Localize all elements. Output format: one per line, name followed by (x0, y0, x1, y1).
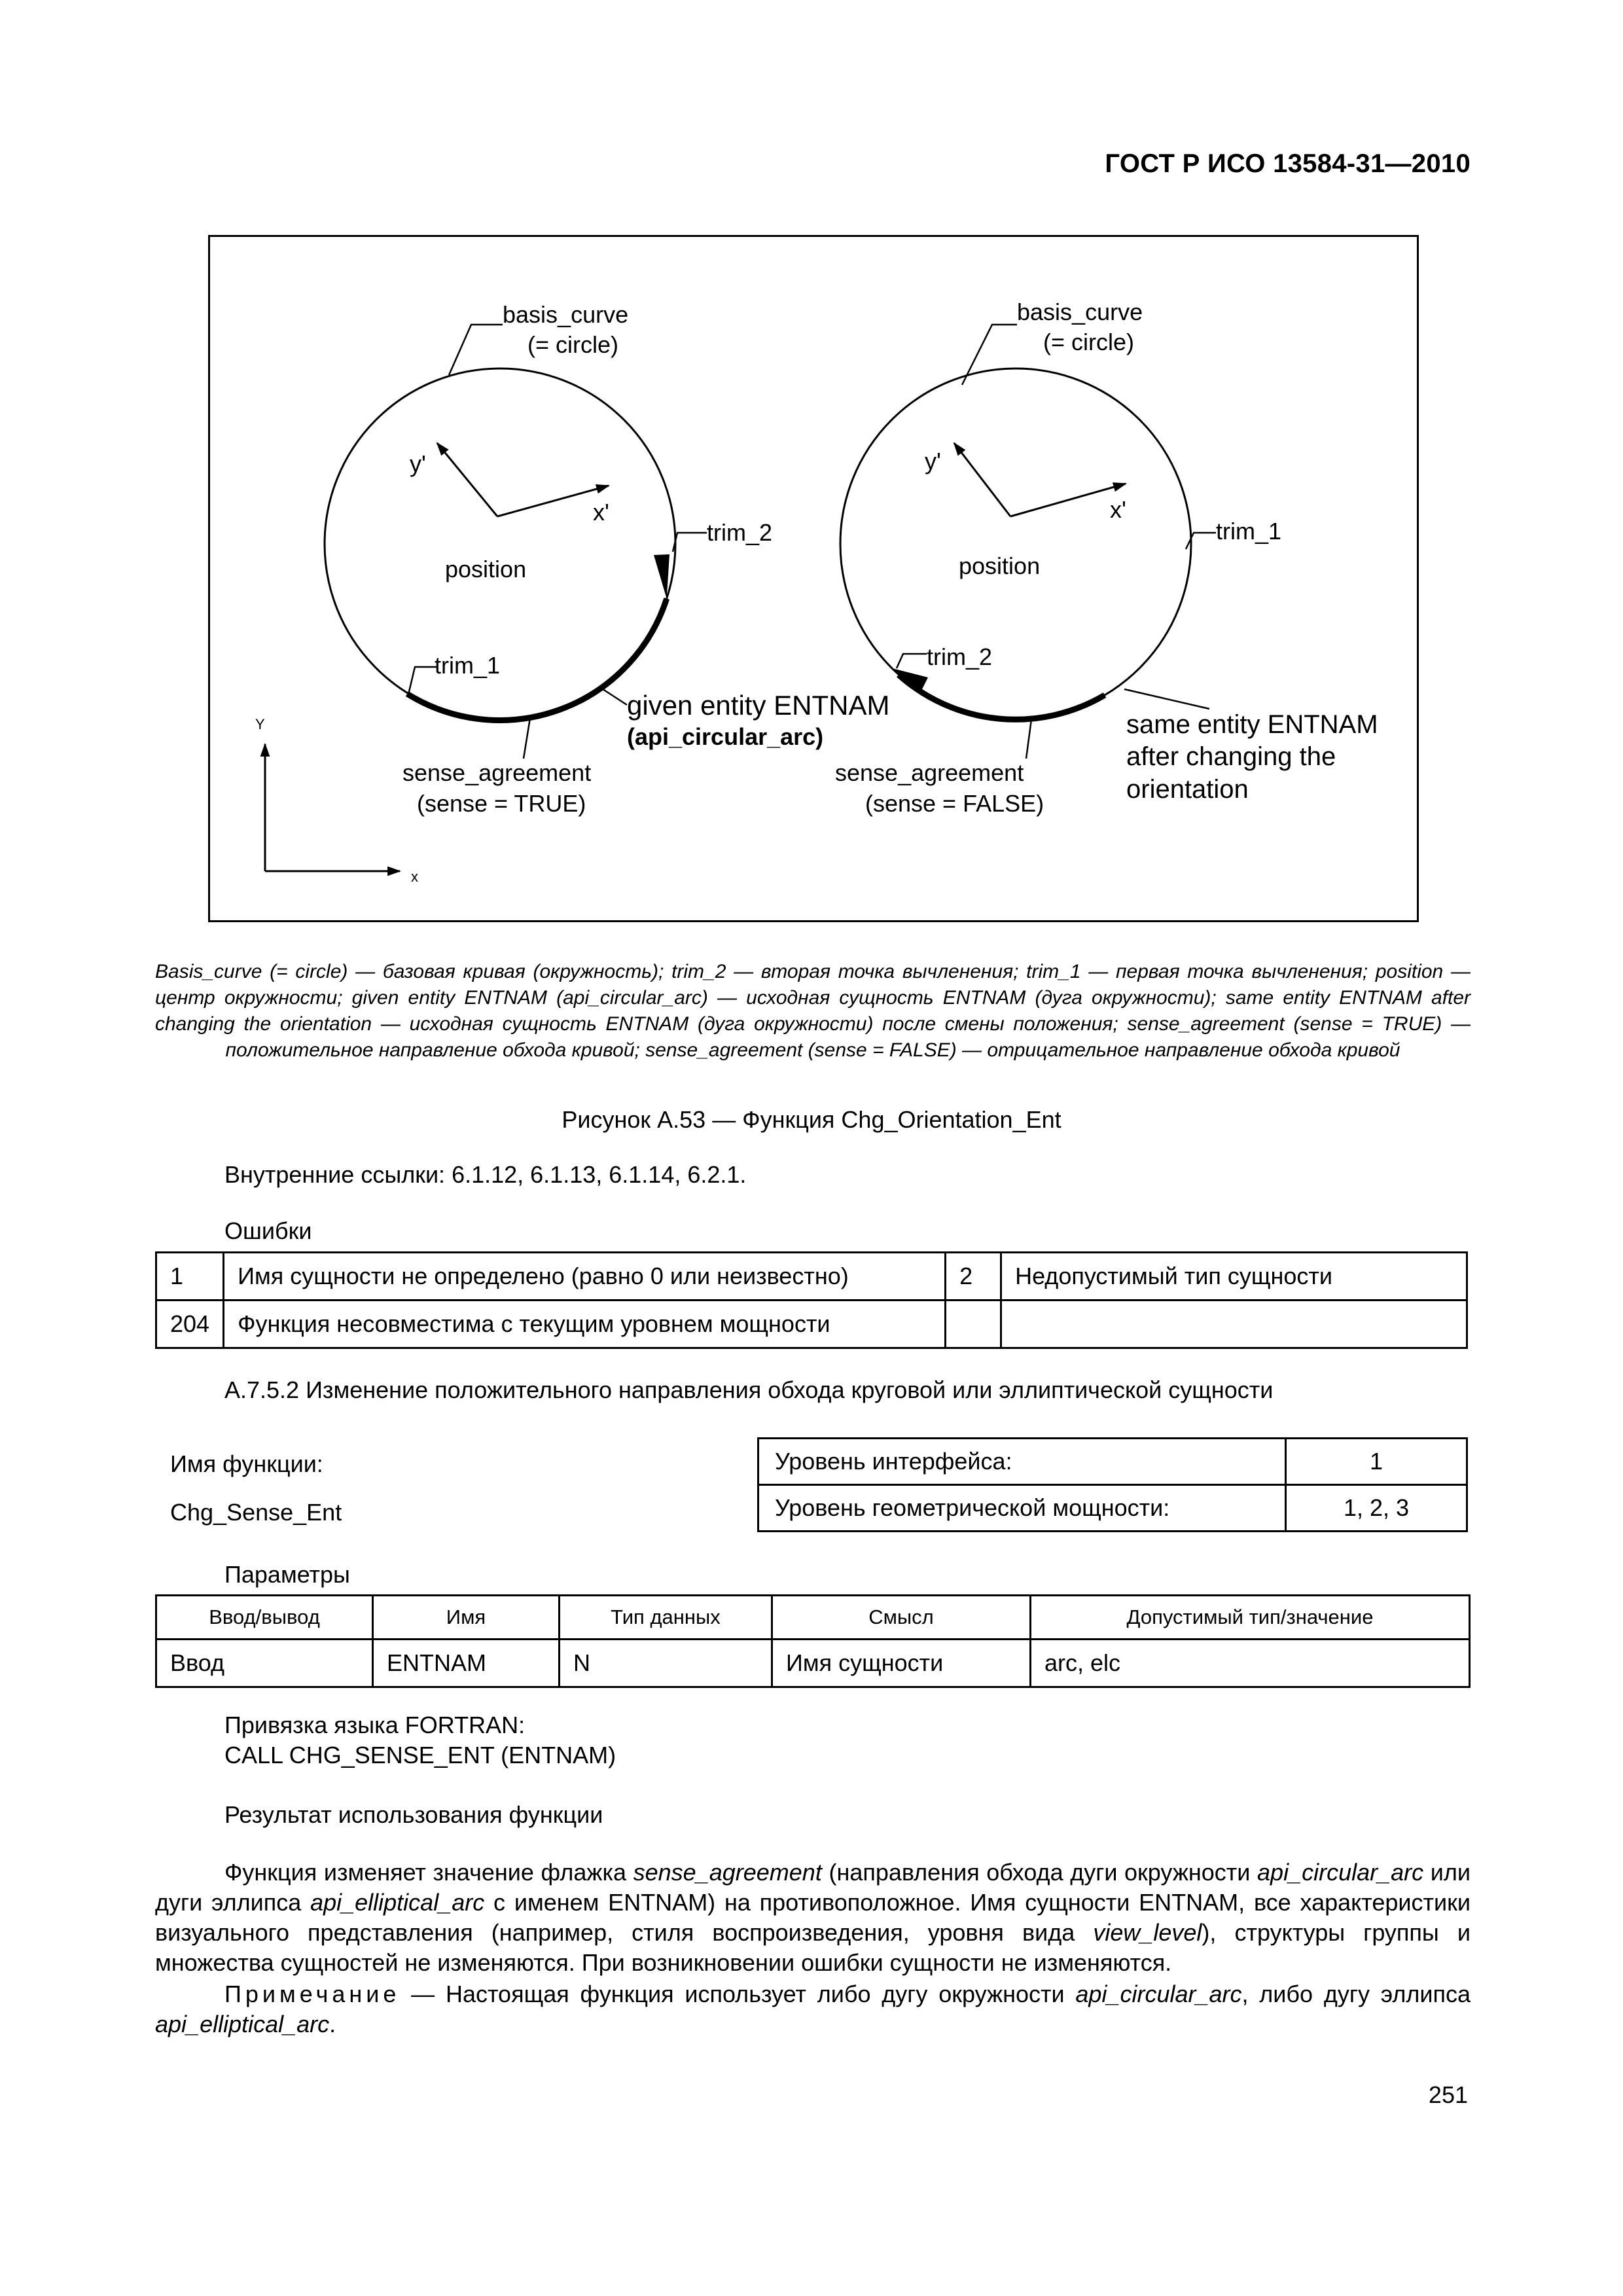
right-same-entity-line1: same entity ENTNAM (1126, 710, 1378, 739)
param-header-cell: Тип данных (560, 1596, 772, 1640)
error-text-cell: Имя сущности не определено (равно 0 или неизвестно) (224, 1253, 946, 1300)
table-row (758, 1439, 1467, 1485)
left-y-prime-label: y' (410, 450, 426, 477)
levels-table (757, 1437, 1468, 1532)
left-trim1-label: trim_1 (435, 652, 501, 679)
right-arc-thick (899, 675, 1105, 719)
left-diagram (325, 301, 889, 817)
right-same-entity-line3: orientation (1126, 775, 1249, 804)
level-value-cell: 1, 2, 3 (1286, 1485, 1467, 1532)
param-cell: arc, elc (1031, 1640, 1470, 1687)
result-text: изменяет значение флажка (323, 1859, 627, 1886)
right-sense-value-label: (sense = FALSE) (865, 790, 1044, 817)
level-value-cell: 1 (1286, 1439, 1467, 1485)
result-text: Функция (224, 1859, 317, 1886)
result-text: с именем ENTNAM) на противоположное. Имя сущности ENTNAM, все характеристики визуального представления (например, стиля воспроизведения, уровня вида (155, 1889, 1471, 1946)
result-text: (направления обхода дуги окружности (829, 1859, 1251, 1886)
right-basis-curve-label: basis_curve (1017, 298, 1143, 325)
left-basis-curve-eq: (= circle) (527, 331, 619, 358)
result-label: Результат использования функции (224, 1801, 603, 1828)
left-sense-value-label: (sense = TRUE) (417, 790, 586, 817)
global-axes (255, 716, 418, 885)
params-label: Параметры (224, 1561, 350, 1588)
global-x-label: x (411, 869, 418, 885)
left-given-entity-label: given entity ENTNAM (627, 690, 890, 721)
page-number: 251 (1428, 2081, 1468, 2108)
section-heading: А.7.5.2 Изменение положительного направления обхода круговой или эллиптической сущности (224, 1376, 1274, 1403)
fortran-label: Привязка языка FORTRAN: (224, 1712, 526, 1738)
global-y-label: Y (255, 716, 265, 732)
term-view-level: view_level (1093, 1919, 1202, 1946)
left-api-arc-label: (api_circular_arc) (627, 723, 824, 750)
param-cell: ENTNAM (373, 1640, 560, 1687)
error-text-cell (1001, 1300, 1467, 1348)
right-same-entity-line2: after changing the (1126, 742, 1336, 771)
left-position-label: position (445, 556, 527, 583)
table-header-row (156, 1596, 1470, 1640)
internal-references: Внутренние ссылки: 6.1.12, 6.1.13, 6.1.14, 6.2.1. (224, 1161, 747, 1188)
error-text-cell: Функция несовместима с текущим уровнем мощности (224, 1300, 946, 1348)
figure-legend-notes: Basis_curve (= circle) — базовая кривая (окружность); trim_2 — вторая точка вычленения; trim_1 — первая точка вычленения; position — центр окружности; given entity ENTNAM (api_circular_arc) — исходная сущность ENTNAM (дуга окружности); same entity ENTNAM after changing the orientation — исходная сущность ENTNAM (дуга окружности) после смены положения; sense_agreement (sense = TRUE) — положительное направление обхода кривой; sense_agreement (sense = FALSE) — отрицательное направление обхода кривой (155, 961, 1471, 1061)
result-paragraph (155, 1857, 1471, 1978)
table-row (156, 1640, 1470, 1687)
right-x-prime-label: x' (1110, 496, 1126, 523)
note-text: , либо дугу эллипса (1241, 1981, 1471, 2007)
left-sense-agreement-label: sense_agreement (402, 759, 592, 786)
param-cell: Ввод (156, 1640, 373, 1687)
figure-chg-orientation (208, 235, 1419, 922)
right-sense-agreement-label: sense_agreement (835, 759, 1024, 786)
param-header-cell: Допустимый тип/значение (1031, 1596, 1470, 1640)
left-basis-curve-label: basis_curve (503, 301, 629, 328)
document-header: ГОСТ Р ИСО 13584-31—2010 (1105, 149, 1471, 178)
table-row (156, 1253, 1467, 1300)
error-code-cell: 2 (946, 1253, 1001, 1300)
right-trim1-label: trim_1 (1216, 518, 1282, 545)
param-header-cell: Смысл (772, 1596, 1031, 1640)
error-code-cell: 1 (156, 1253, 224, 1300)
figure-frame (209, 236, 1418, 922)
right-trim2-label: trim_2 (927, 643, 993, 670)
level-label-cell: Уровень интерфейса: (758, 1439, 1286, 1485)
function-name: Chg_Sense_Ent (170, 1499, 342, 1526)
error-text-cell: Недопустимый тип сущности (1001, 1253, 1467, 1300)
figure-title: Рисунок А.53 — Функция Chg_Orientation_Ent (562, 1106, 1061, 1133)
note-text: — Настоящая функция использует либо дугу окружности (400, 1981, 1065, 2007)
errors-label: Ошибки (224, 1217, 312, 1244)
result-text: или дуги эллипса (155, 1859, 1471, 1916)
left-arc-arrow (654, 554, 669, 599)
param-cell: N (560, 1640, 772, 1687)
term-sense-agreement: sense_agreement (633, 1859, 822, 1886)
term-api-circular-arc: api_circular_arc (1257, 1859, 1424, 1886)
fortran-call: CALL CHG_SENSE_ENT (ENTNAM) (224, 1742, 616, 1768)
right-basis-circle (840, 368, 1191, 719)
table-row (156, 1300, 1467, 1348)
function-name-label: Имя функции: (170, 1450, 323, 1477)
errors-table (155, 1251, 1468, 1349)
error-code-cell: 204 (156, 1300, 224, 1348)
term-api-circular-arc: api_circular_arc (1075, 1981, 1242, 2007)
params-table (155, 1594, 1471, 1688)
right-y-prime-label: y' (925, 448, 941, 475)
note-label: Примечание (224, 1981, 401, 2007)
param-header-cell: Ввод/вывод (156, 1596, 373, 1640)
term-api-elliptical-arc: api_elliptical_arc (155, 2011, 330, 2037)
note-paragraph (155, 1979, 1471, 2039)
table-row (758, 1485, 1467, 1532)
error-code-cell (946, 1300, 1001, 1348)
param-header-cell: Имя (373, 1596, 560, 1640)
right-basis-curve-eq: (= circle) (1043, 329, 1135, 355)
param-cell: Имя сущности (772, 1640, 1031, 1687)
result-text: ), структуры группы и множества сущностей не изменяются. При возникновении ошибки сущности не изменяются. (155, 1919, 1471, 1976)
term-api-elliptical-arc: api_elliptical_arc (310, 1889, 485, 1916)
left-trim2-label: trim_2 (707, 519, 773, 546)
level-label-cell: Уровень геометрической мощности: (758, 1485, 1286, 1532)
left-x-prime-label: x' (593, 499, 609, 526)
right-position-label: position (959, 552, 1041, 579)
right-diagram (835, 298, 1378, 817)
note-text: . (329, 2011, 336, 2037)
